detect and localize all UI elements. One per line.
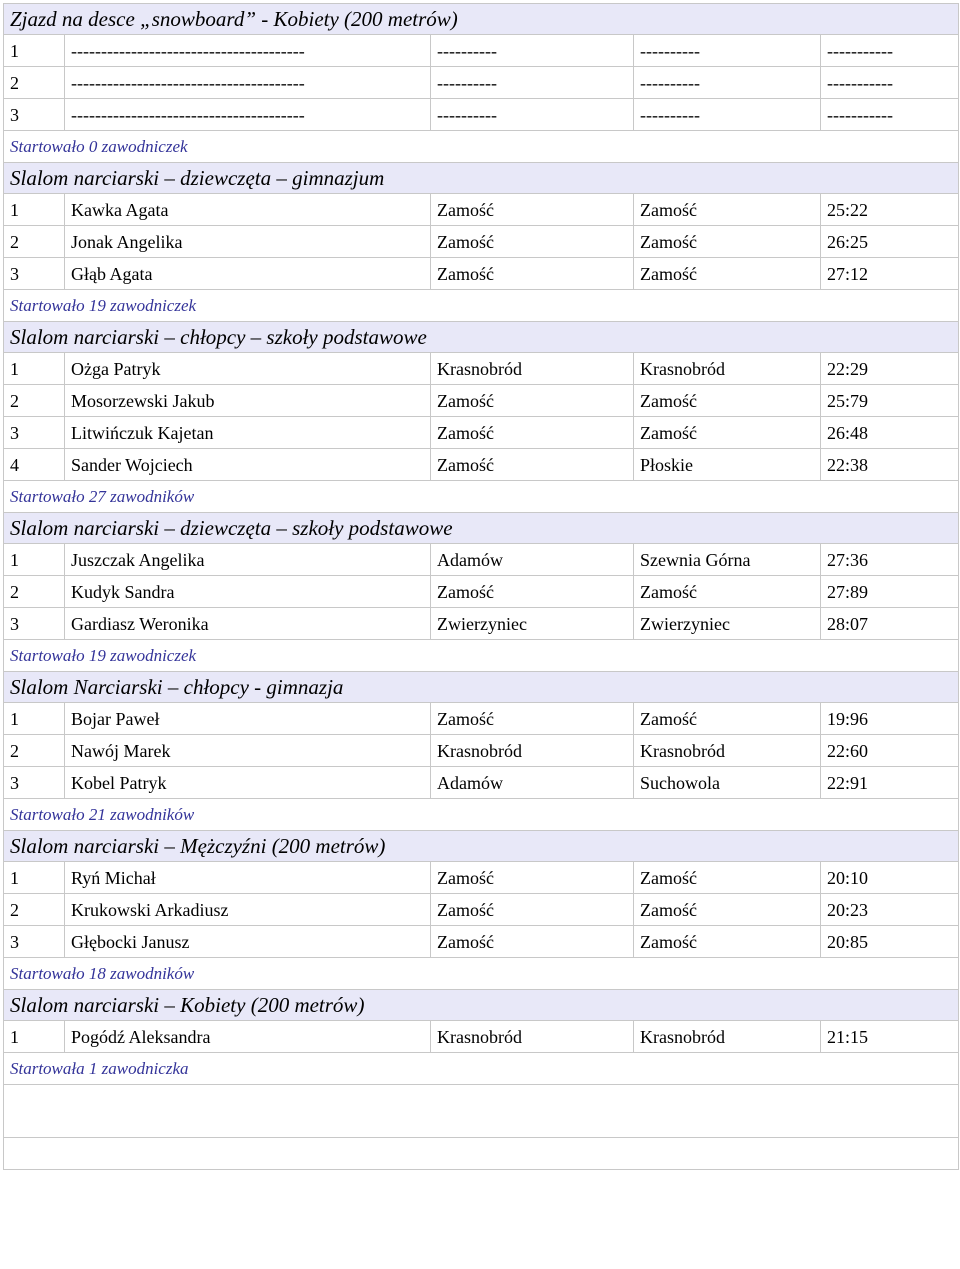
- starters-count-row: [4, 958, 959, 990]
- school-cell: Zamość: [431, 258, 634, 290]
- competitor-name-cell: Kobel Patryk: [65, 767, 431, 799]
- starters-count-row: [4, 799, 959, 831]
- time-cell: 27:89: [821, 576, 959, 608]
- school-cell: Zwierzyniec: [431, 608, 634, 640]
- result-row: [4, 703, 959, 735]
- result-row: [4, 608, 959, 640]
- town-cell: Krasnobród: [634, 1021, 821, 1053]
- town-cell: ----------: [634, 99, 821, 131]
- competitor-name-cell: Juszczak Angelika: [65, 544, 431, 576]
- place-cell: 2: [4, 226, 65, 258]
- section-header-row: [4, 4, 959, 35]
- result-row: [4, 385, 959, 417]
- competitor-name-cell: Pogódź Aleksandra: [65, 1021, 431, 1053]
- starters-count-row: [4, 290, 959, 322]
- starters-count: Startowało 21 zawodników: [4, 799, 959, 831]
- competitor-name-cell: Ożga Patryk: [65, 353, 431, 385]
- time-cell: 20:23: [821, 894, 959, 926]
- competitor-name-cell: Głąb Agata: [65, 258, 431, 290]
- competitor-name-cell: Mosorzewski Jakub: [65, 385, 431, 417]
- town-cell: Suchowola: [634, 767, 821, 799]
- school-cell: Zamość: [431, 449, 634, 481]
- competitor-name-cell: Ryń Michał: [65, 862, 431, 894]
- school-cell: Zamość: [431, 385, 634, 417]
- school-cell: Zamość: [431, 703, 634, 735]
- starters-count-row: [4, 131, 959, 163]
- place-cell: 3: [4, 99, 65, 131]
- time-cell: 19:96: [821, 703, 959, 735]
- place-cell: 3: [4, 926, 65, 958]
- time-cell: 20:10: [821, 862, 959, 894]
- town-cell: Krasnobród: [634, 735, 821, 767]
- time-cell: -----------: [821, 67, 959, 99]
- competitor-name-cell: ---------------------------------------: [65, 35, 431, 67]
- result-row: [4, 258, 959, 290]
- starters-count-row: [4, 1053, 959, 1085]
- result-row: [4, 1021, 959, 1053]
- section-title: Zjazd na desce „snowboard” - Kobiety (200 metrów): [4, 4, 959, 35]
- town-cell: Zamość: [634, 862, 821, 894]
- town-cell: Zwierzyniec: [634, 608, 821, 640]
- competitor-name-cell: Litwińczuk Kajetan: [65, 417, 431, 449]
- starters-count: Startowało 0 zawodniczek: [4, 131, 959, 163]
- place-cell: 1: [4, 544, 65, 576]
- school-cell: Adamów: [431, 767, 634, 799]
- result-row: [4, 35, 959, 67]
- town-cell: Szewnia Górna: [634, 544, 821, 576]
- section-header-row: [4, 513, 959, 544]
- section-title: Slalom narciarski – dziewczęta – gimnazjum: [4, 163, 959, 194]
- section-header-row: [4, 990, 959, 1021]
- starters-count-row: [4, 640, 959, 672]
- school-cell: ----------: [431, 35, 634, 67]
- competitor-name-cell: Nawój Marek: [65, 735, 431, 767]
- school-cell: Adamów: [431, 544, 634, 576]
- place-cell: 2: [4, 735, 65, 767]
- time-cell: 27:12: [821, 258, 959, 290]
- result-row: [4, 894, 959, 926]
- place-cell: 3: [4, 417, 65, 449]
- section-header-row: [4, 163, 959, 194]
- result-row: [4, 576, 959, 608]
- school-cell: Zamość: [431, 226, 634, 258]
- section-title: Slalom narciarski – dziewczęta – szkoły podstawowe: [4, 513, 959, 544]
- competitor-name-cell: Kudyk Sandra: [65, 576, 431, 608]
- place-cell: 1: [4, 862, 65, 894]
- place-cell: 1: [4, 35, 65, 67]
- competitor-name-cell: Sander Wojciech: [65, 449, 431, 481]
- section-title: Slalom narciarski – Mężczyźni (200 metrów): [4, 831, 959, 862]
- result-row: [4, 353, 959, 385]
- town-cell: Zamość: [634, 226, 821, 258]
- result-row: [4, 544, 959, 576]
- result-row: [4, 862, 959, 894]
- town-cell: ----------: [634, 35, 821, 67]
- competitor-name-cell: Gardiasz Weronika: [65, 608, 431, 640]
- section-title: Slalom narciarski – chłopcy – szkoły podstawowe: [4, 322, 959, 353]
- starters-count: Startowało 18 zawodników: [4, 958, 959, 990]
- competitor-name-cell: ---------------------------------------: [65, 99, 431, 131]
- place-cell: 2: [4, 67, 65, 99]
- result-row: [4, 926, 959, 958]
- town-cell: Zamość: [634, 258, 821, 290]
- time-cell: 22:29: [821, 353, 959, 385]
- school-cell: Zamość: [431, 894, 634, 926]
- time-cell: 22:91: [821, 767, 959, 799]
- result-row: [4, 99, 959, 131]
- time-cell: -----------: [821, 99, 959, 131]
- town-cell: Zamość: [634, 894, 821, 926]
- school-cell: ----------: [431, 67, 634, 99]
- town-cell: Zamość: [634, 576, 821, 608]
- school-cell: Zamość: [431, 194, 634, 226]
- town-cell: Zamość: [634, 926, 821, 958]
- time-cell: 27:36: [821, 544, 959, 576]
- result-row: [4, 767, 959, 799]
- place-cell: 3: [4, 258, 65, 290]
- result-row: [4, 735, 959, 767]
- time-cell: 22:60: [821, 735, 959, 767]
- time-cell: 26:25: [821, 226, 959, 258]
- result-row: [4, 194, 959, 226]
- town-cell: ----------: [634, 67, 821, 99]
- school-cell: Zamość: [431, 576, 634, 608]
- time-cell: 28:07: [821, 608, 959, 640]
- town-cell: Zamość: [634, 385, 821, 417]
- competitor-name-cell: Bojar Paweł: [65, 703, 431, 735]
- empty-row: [4, 1085, 959, 1138]
- starters-count: Startowało 19 zawodniczek: [4, 290, 959, 322]
- section-header-row: [4, 672, 959, 703]
- starters-count-row: [4, 481, 959, 513]
- time-cell: -----------: [821, 35, 959, 67]
- section-title: Slalom Narciarski – chłopcy - gimnazja: [4, 672, 959, 703]
- time-cell: 26:48: [821, 417, 959, 449]
- school-cell: Zamość: [431, 862, 634, 894]
- time-cell: 20:85: [821, 926, 959, 958]
- school-cell: Zamość: [431, 417, 634, 449]
- time-cell: 22:38: [821, 449, 959, 481]
- place-cell: 2: [4, 385, 65, 417]
- starters-count: Startowało 19 zawodniczek: [4, 640, 959, 672]
- place-cell: 1: [4, 1021, 65, 1053]
- school-cell: Krasnobród: [431, 1021, 634, 1053]
- town-cell: Płoskie: [634, 449, 821, 481]
- empty-cell: [4, 1138, 959, 1170]
- school-cell: ----------: [431, 99, 634, 131]
- place-cell: 2: [4, 894, 65, 926]
- result-row: [4, 417, 959, 449]
- time-cell: 25:22: [821, 194, 959, 226]
- starters-count: Startowała 1 zawodniczka: [4, 1053, 959, 1085]
- result-row: [4, 449, 959, 481]
- town-cell: Zamość: [634, 194, 821, 226]
- section-header-row: [4, 322, 959, 353]
- competitor-name-cell: Kawka Agata: [65, 194, 431, 226]
- section-header-row: [4, 831, 959, 862]
- town-cell: Zamość: [634, 417, 821, 449]
- empty-row: [4, 1138, 959, 1170]
- competitor-name-cell: ---------------------------------------: [65, 67, 431, 99]
- school-cell: Krasnobród: [431, 735, 634, 767]
- competitor-name-cell: Krukowski Arkadiusz: [65, 894, 431, 926]
- starters-count: Startowało 27 zawodników: [4, 481, 959, 513]
- time-cell: 25:79: [821, 385, 959, 417]
- place-cell: 1: [4, 703, 65, 735]
- town-cell: Zamość: [634, 703, 821, 735]
- place-cell: 1: [4, 194, 65, 226]
- place-cell: 2: [4, 576, 65, 608]
- time-cell: 21:15: [821, 1021, 959, 1053]
- competitor-name-cell: Głębocki Janusz: [65, 926, 431, 958]
- competitor-name-cell: Jonak Angelika: [65, 226, 431, 258]
- section-title: Slalom narciarski – Kobiety (200 metrów): [4, 990, 959, 1021]
- place-cell: 3: [4, 767, 65, 799]
- empty-cell: [4, 1085, 959, 1138]
- town-cell: Krasnobród: [634, 353, 821, 385]
- results-table: [3, 3, 959, 1170]
- place-cell: 4: [4, 449, 65, 481]
- school-cell: Zamość: [431, 926, 634, 958]
- place-cell: 1: [4, 353, 65, 385]
- school-cell: Krasnobród: [431, 353, 634, 385]
- place-cell: 3: [4, 608, 65, 640]
- result-row: [4, 67, 959, 99]
- result-row: [4, 226, 959, 258]
- results-body: [4, 4, 959, 1170]
